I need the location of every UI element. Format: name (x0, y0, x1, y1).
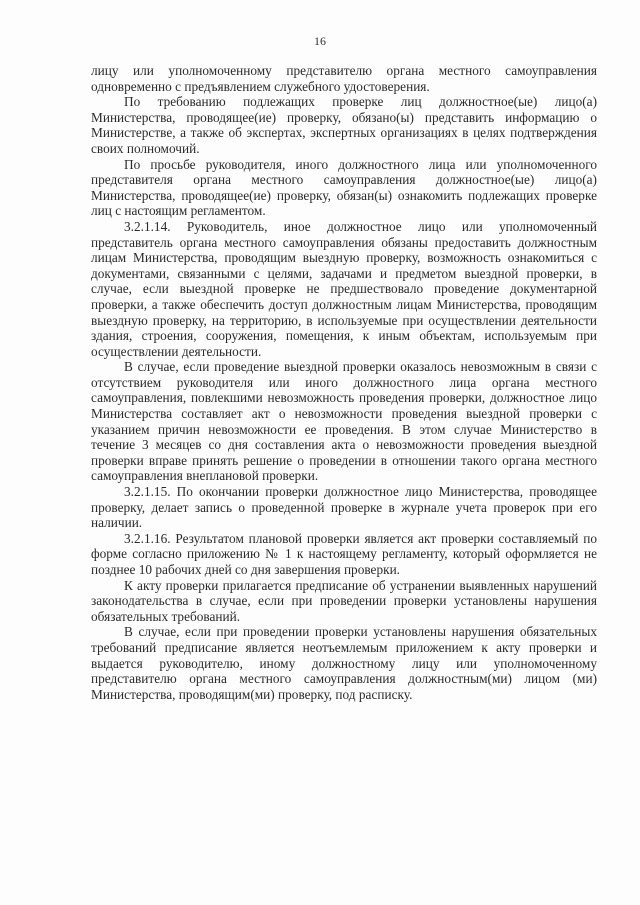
paragraph-request-regulation: По просьбе руководителя, иного должностного лица или уполномоченного представителя органа местного самоуправления должностное(ые) лицо(а) Министерства, проводящее(ие) проверку, обязан(ы) ознакомить подлежащих проверке лиц с настоящим регламентом. (91, 156, 597, 219)
document-body (91, 63, 597, 702)
paragraph-continuation: лицу или уполномоченному представителю органа местного самоуправления одновременно с предъявлением служебного удостоверения. (91, 63, 597, 94)
paragraph-order-attachment: К акту проверки прилагается предписание об устранении выявленных нарушений законодательства в случае, если при проведении проверки установлены нарушения обязательных требований. (91, 577, 597, 624)
paragraph-3-2-1-16: 3.2.1.16. Результатом плановой проверки является акт проверки составляемый по форме согласно приложению № 1 к настоящему регламенту, который оформляется не позднее 10 рабочих дней со дня завершения проверки. (91, 530, 597, 577)
paragraph-impossible-inspection: В случае, если проведение выездной проверки оказалось невозможным в связи с отсутствием руководителя или иного должностного лица органа местного самоуправления, повлекшими невозможность проведения проверки, должностное лицо Министерства составляет акт о невозможности проведения выездной проверки с указанием причин невозможности ее проведения. В этом случае Министерство в течение 3 месяцев со дня составления акта о невозможности проведения выездной проверки вправе принять решение о проведении в отношении такого органа местного самоуправления внеплановой проверки. (91, 359, 597, 484)
paragraph-3-2-1-14: 3.2.1.14. Руководитель, иное должностное лицо или уполномоченный представитель органа местного самоуправления обязаны предоставить должностным лицам Министерства, проводящим выездную проверку, возможность ознакомиться с документами, связанными с целями, задачами и предметом выездной проверки, в случае, если выездной проверке не предшествовало проведение документарной проверки, а также обеспечить доступ должностным лицам Министерства, проводящим выездную проверку, на территорию, в используемые при осуществлении деятельности здания, строения, сооружения, помещения, к иным объектам, используемым при осуществлении деятельности. (91, 218, 597, 359)
paragraph-violations: В случае, если при проведении проверки установлены нарушения обязательных требований предписание является неотъемлемым приложением к акту проверки и выдается руководителю, иному должностному лицу или уполномоченному представителю органа местного самоуправления должностным(ми) лицом (ми) Министерства, проводящим(ми) проверку, под расписку. (91, 624, 597, 702)
paragraph-request-info: По требованию подлежащих проверке лиц должностное(ые) лицо(а) Министерства, проводящее(ие) проверку, обязано(ы) представить информацию о Министерстве, а также об экспертах, экспертных организациях в целях подтверждения своих полномочий. (91, 94, 597, 156)
page-number: 16 (314, 34, 326, 48)
paragraph-3-2-1-15: 3.2.1.15. По окончании проверки должностное лицо Министерства, проводящее проверку, делает запись о проведенной проверке в журнале учета проверок при его наличии. (91, 484, 597, 531)
